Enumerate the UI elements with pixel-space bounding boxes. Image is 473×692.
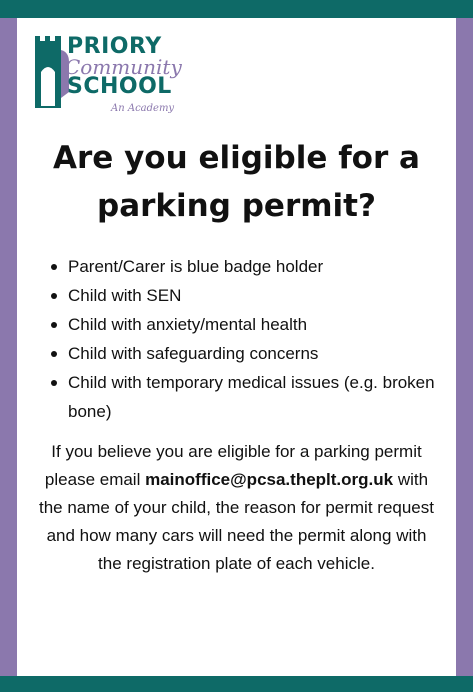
contact-email: mainoffice@pcsa.theplt.org.uk <box>145 470 394 489</box>
school-logo <box>31 28 191 120</box>
poster-card <box>17 18 456 676</box>
logo-word-school: SCHOOL <box>67 74 172 99</box>
instructions-text-start: If you believe you are eligible for a parking permit please email <box>44 442 422 489</box>
top-bar <box>0 0 473 18</box>
instructions-paragraph <box>33 438 440 578</box>
instructions-text-end: with the name of your child, the reason for permit request and how many cars will need the permit along with the registration plate of each vehicle. <box>39 470 434 573</box>
logo-tagline: An Academy <box>111 103 175 114</box>
list-item: Child with temporary medical issues (e.g. broken bone) <box>51 368 446 426</box>
eligibility-list <box>51 252 446 426</box>
list-item: Parent/Carer is blue badge holder <box>51 252 446 281</box>
logo-word-priory: PRIORY <box>67 34 162 59</box>
logo-word-community: Community <box>65 55 182 79</box>
list-item: Child with safeguarding concerns <box>51 339 446 368</box>
bottom-bar <box>0 676 473 692</box>
list-item: Child with SEN <box>51 281 446 310</box>
list-item: Child with anxiety/mental health <box>51 310 446 339</box>
page-title: Are you eligible for a parking permit? <box>53 140 420 224</box>
